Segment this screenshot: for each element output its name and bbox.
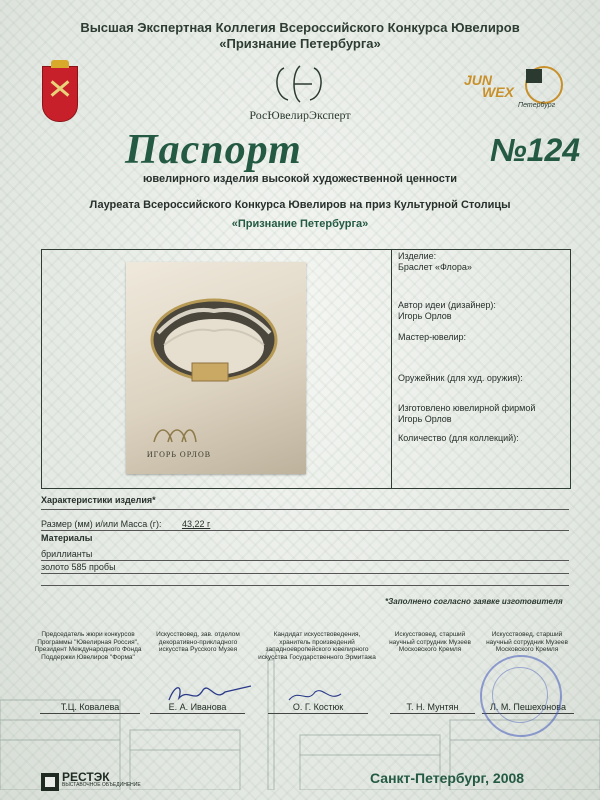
organizer-name: РЕСТЭК <box>62 770 110 784</box>
laureate-line-2: «Признание Петербурга» <box>231 218 369 230</box>
material-item: золото 585 пробы <box>41 562 116 572</box>
coat-of-arms-icon <box>42 66 78 122</box>
details-frame <box>41 249 571 489</box>
signer-role: Кандидат искусствоведения, хранитель произведений западноевропейского ювелирного искусства Государственного Эрмитажа <box>258 631 376 661</box>
signature-line <box>268 713 368 714</box>
document-title: Паспорт <box>125 127 302 173</box>
gunsmith-label: Оружейник (для худ. оружия): <box>398 373 523 383</box>
item-label: Изделие: <box>398 251 437 261</box>
signature-line <box>40 713 140 714</box>
signer-role: Председатель жюри конкурсов Программы "Ювелирная Россия", Президент Международного Фонда Поддержки Ювелиров "Форма" <box>34 631 142 661</box>
junwex-line-1: JUN <box>464 72 493 88</box>
laureate-line-1: Лауреата Всероссийского Конкурса Ювелиров на приз Культурной Столицы <box>89 199 511 211</box>
maker-value: Игорь Орлов <box>398 414 452 424</box>
item-value: Браслет «Флора» <box>398 262 472 272</box>
signer-role: Искусствовед, старший научный сотрудник Музеев Московского Кремля <box>486 631 568 653</box>
orlov-logo-icon <box>150 424 200 446</box>
author-value: Игорь Орлов <box>398 311 452 321</box>
master-label: Мастер-ювелир: <box>398 332 467 342</box>
rule <box>41 560 569 561</box>
header-line-1: Высшая Экспертная Коллегия Всероссийского Конкурса Ювелиров <box>80 20 520 35</box>
bracelet-image <box>144 285 284 405</box>
size-value: 43,22 г <box>182 519 211 529</box>
junwex-line-3: Петербург <box>518 102 556 109</box>
signature-line <box>150 713 245 714</box>
footnote: *Заполнено согласно заявке изготовителя <box>385 597 563 606</box>
quantity-label: Количество (для коллекций): <box>398 433 519 443</box>
maker-label: Изготовлено ювелирной фирмой <box>398 403 536 413</box>
center-brand-name: РосЮвелирЭксперт <box>249 108 351 122</box>
city-year: Санкт-Петербург, 2008 <box>370 770 525 786</box>
signer-name: Л. М. Пешехонова <box>490 702 566 712</box>
rule <box>41 585 569 586</box>
frame-divider <box>391 249 392 488</box>
signer-role: Искусствовед, старший научный сотрудник Музеев Московского Кремля <box>389 631 471 653</box>
signer-role: Искусствовед, зав. отделом декоративно-прикладного искусства Русского Музея <box>156 631 240 653</box>
junwex-logo-icon <box>460 65 570 110</box>
rule <box>41 530 569 531</box>
signer-name: Е. А. Иванова <box>168 702 227 712</box>
material-item: бриллианты <box>41 549 93 559</box>
author-label: Автор идеи (дизайнер): <box>398 300 496 310</box>
rosjuvelirexpert-logo-icon <box>270 62 330 106</box>
restec-logo-icon <box>40 772 60 792</box>
signer-name: Т.Ц. Ковалева <box>60 702 120 712</box>
organizer-subtitle: ВЫСТАВОЧНОЕ ОБЪЕДИНЕНИЕ <box>62 782 141 788</box>
photo-caption: ИГОРЬ ОРЛОВ <box>146 450 212 459</box>
passport-number: №124 <box>490 132 581 168</box>
rule <box>41 573 569 574</box>
junwex-line-2: WEX <box>482 84 514 100</box>
official-stamp-inner <box>492 667 548 723</box>
document-subtitle: ювелирного изделия высокой художественной ценности <box>143 173 457 185</box>
materials-heading: Материалы <box>41 533 93 543</box>
signature-line <box>390 713 475 714</box>
signer-name: О. Г. Костюк <box>292 702 344 712</box>
size-label: Размер (мм) и/или Масса (г): <box>41 519 162 529</box>
characteristics-heading: Характеристики изделия* <box>41 495 156 505</box>
rule <box>41 509 569 510</box>
signer-name: Т. Н. Мунтян <box>406 702 459 712</box>
header-line-2: «Признание Петербурга» <box>219 36 381 51</box>
